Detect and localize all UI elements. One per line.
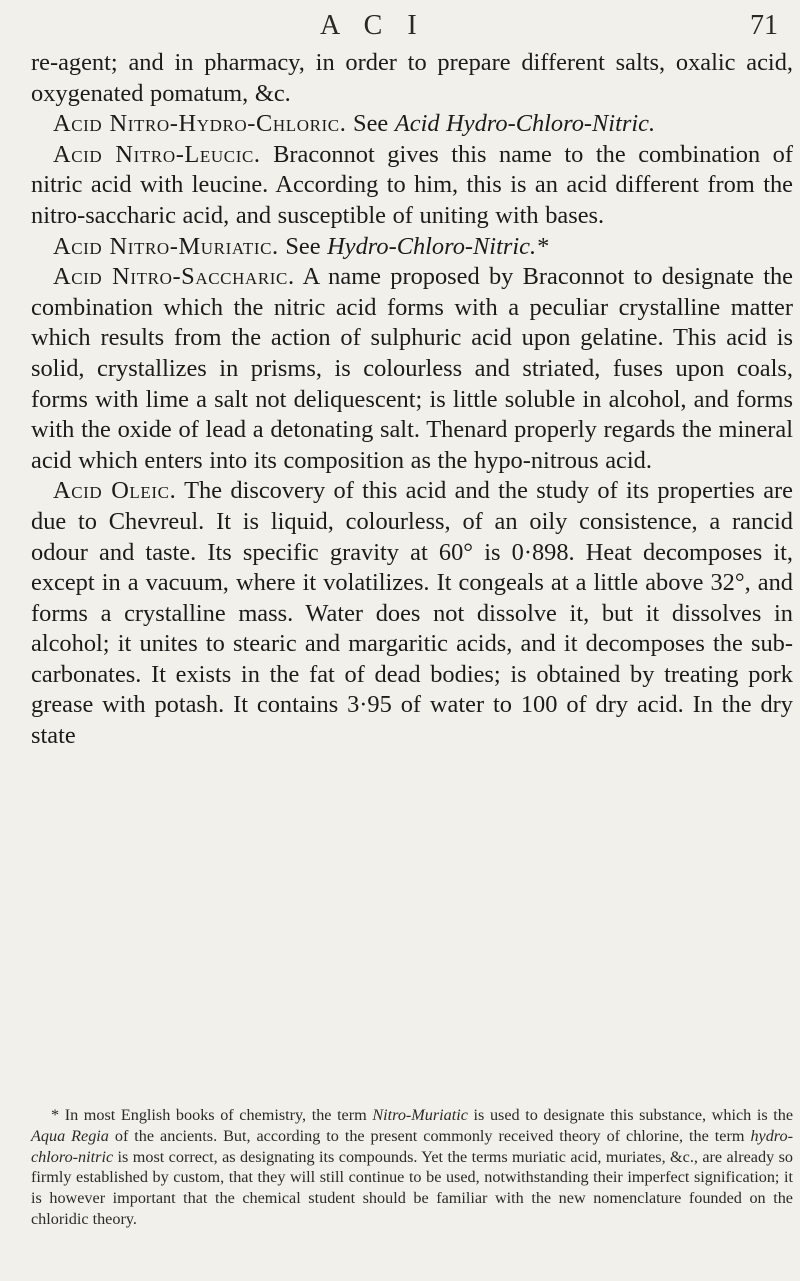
footnote-segment: is used to designate this substance, which is the [467,1106,794,1124]
page-number: 71 [750,10,778,41]
entry-acid-nitro-muriatic [31,232,793,263]
entry-acid-nitro-saccharic [31,262,793,476]
footnote-term: hydro-chloro-nitric [31,1126,793,1166]
entry-text: A name proposed by Braconnot to designate the combination which the nitric acid forms with a peculiar crystalline matter which results from the action of sulphuric acid upon gelatine. This acid is solid, crystallizes in prisms, is colourless and striated, fuses upon coals, forms with lime a salt not deliquescent; is little soluble in alcohol, and forms with the oxide of lead a detonating salt. Thenard properly regards the mineral acid which enters into its composition as the hypo-nitrous acid. [31,263,793,474]
entry-acid-oleic [31,476,793,751]
footnote-segment: is most correct, as designating its compounds. Yet the terms muriatic acid, muriates, &c., are already so firmly established by custom, that they will still continue to be used, notwithstanding their imperfect signification; it is however important that the chemical student should be familiar with the new nomenclature founded on the chloridic theory. [31,1147,793,1228]
footnote-text [31,1105,793,1230]
body-text [31,48,793,752]
entry-text: Braconnot gives this name to the combination of nitric acid with leucine. According to him, this is an acid different from the nitro-saccharic acid, and susceptible of uniting with bases. [31,140,793,229]
footnote-segment: of the ancients. But, according to the present commonly received theory of chlorine, the term [108,1126,751,1145]
entry-acid-nitro-hydro-chloric [31,109,793,140]
running-head [0,6,800,46]
entry-heading: Acid Oleic. [53,477,177,505]
entry-heading: Acid Nitro-Muriatic. [53,232,279,260]
cross-reference: Acid Hydro-Chloro-Nitric. [394,110,656,138]
footnote-segment: In most English books of chemistry, the term [64,1106,373,1124]
entry-text: The discovery of this acid and the study of its properties are due to Chevreul. It is liquid, colourless, of an oily consistence, a rancid odour and taste. Its specific gravity at 60° is 0·898. Heat decomposes it, except in a vacuum, where it volatilizes. It congeals at a little above 32°, and forms a crystalline mass. Water does not dissolve it, but it dissolves in alcohol; it unites to stearic and margaritic acids, and it decomposes the sub-carbonates. It exists in the fat of dead bodies; is obtained by treating pork grease with potash. It contains 3·95 of water to 100 of dry acid. In the dry state [31,477,793,750]
entry-heading: Acid Nitro-Saccharic. [53,263,295,291]
entry-see: See [346,110,395,138]
paragraph-continuation [31,48,793,109]
footnote-term: Aqua Regia [31,1126,109,1145]
entry-heading: Acid Nitro-Leucic. [53,140,261,168]
footnote-marker: * [51,1106,65,1124]
cross-reference: Hydro-Chloro-Nitric.* [327,232,549,260]
footnote-term: Nitro-Muriatic [372,1106,468,1124]
entry-heading: Acid Nitro-Hydro-Chloric. [53,110,347,138]
paragraph-text: re-agent; and in pharmacy, in order to prepare different salts, oxalic acid, oxygenated pomatum, &c. [31,49,793,107]
running-head-title: A C I [320,10,426,41]
entry-acid-nitro-leucic [31,140,793,232]
footnote [31,1105,793,1230]
entry-see: See [278,232,328,260]
